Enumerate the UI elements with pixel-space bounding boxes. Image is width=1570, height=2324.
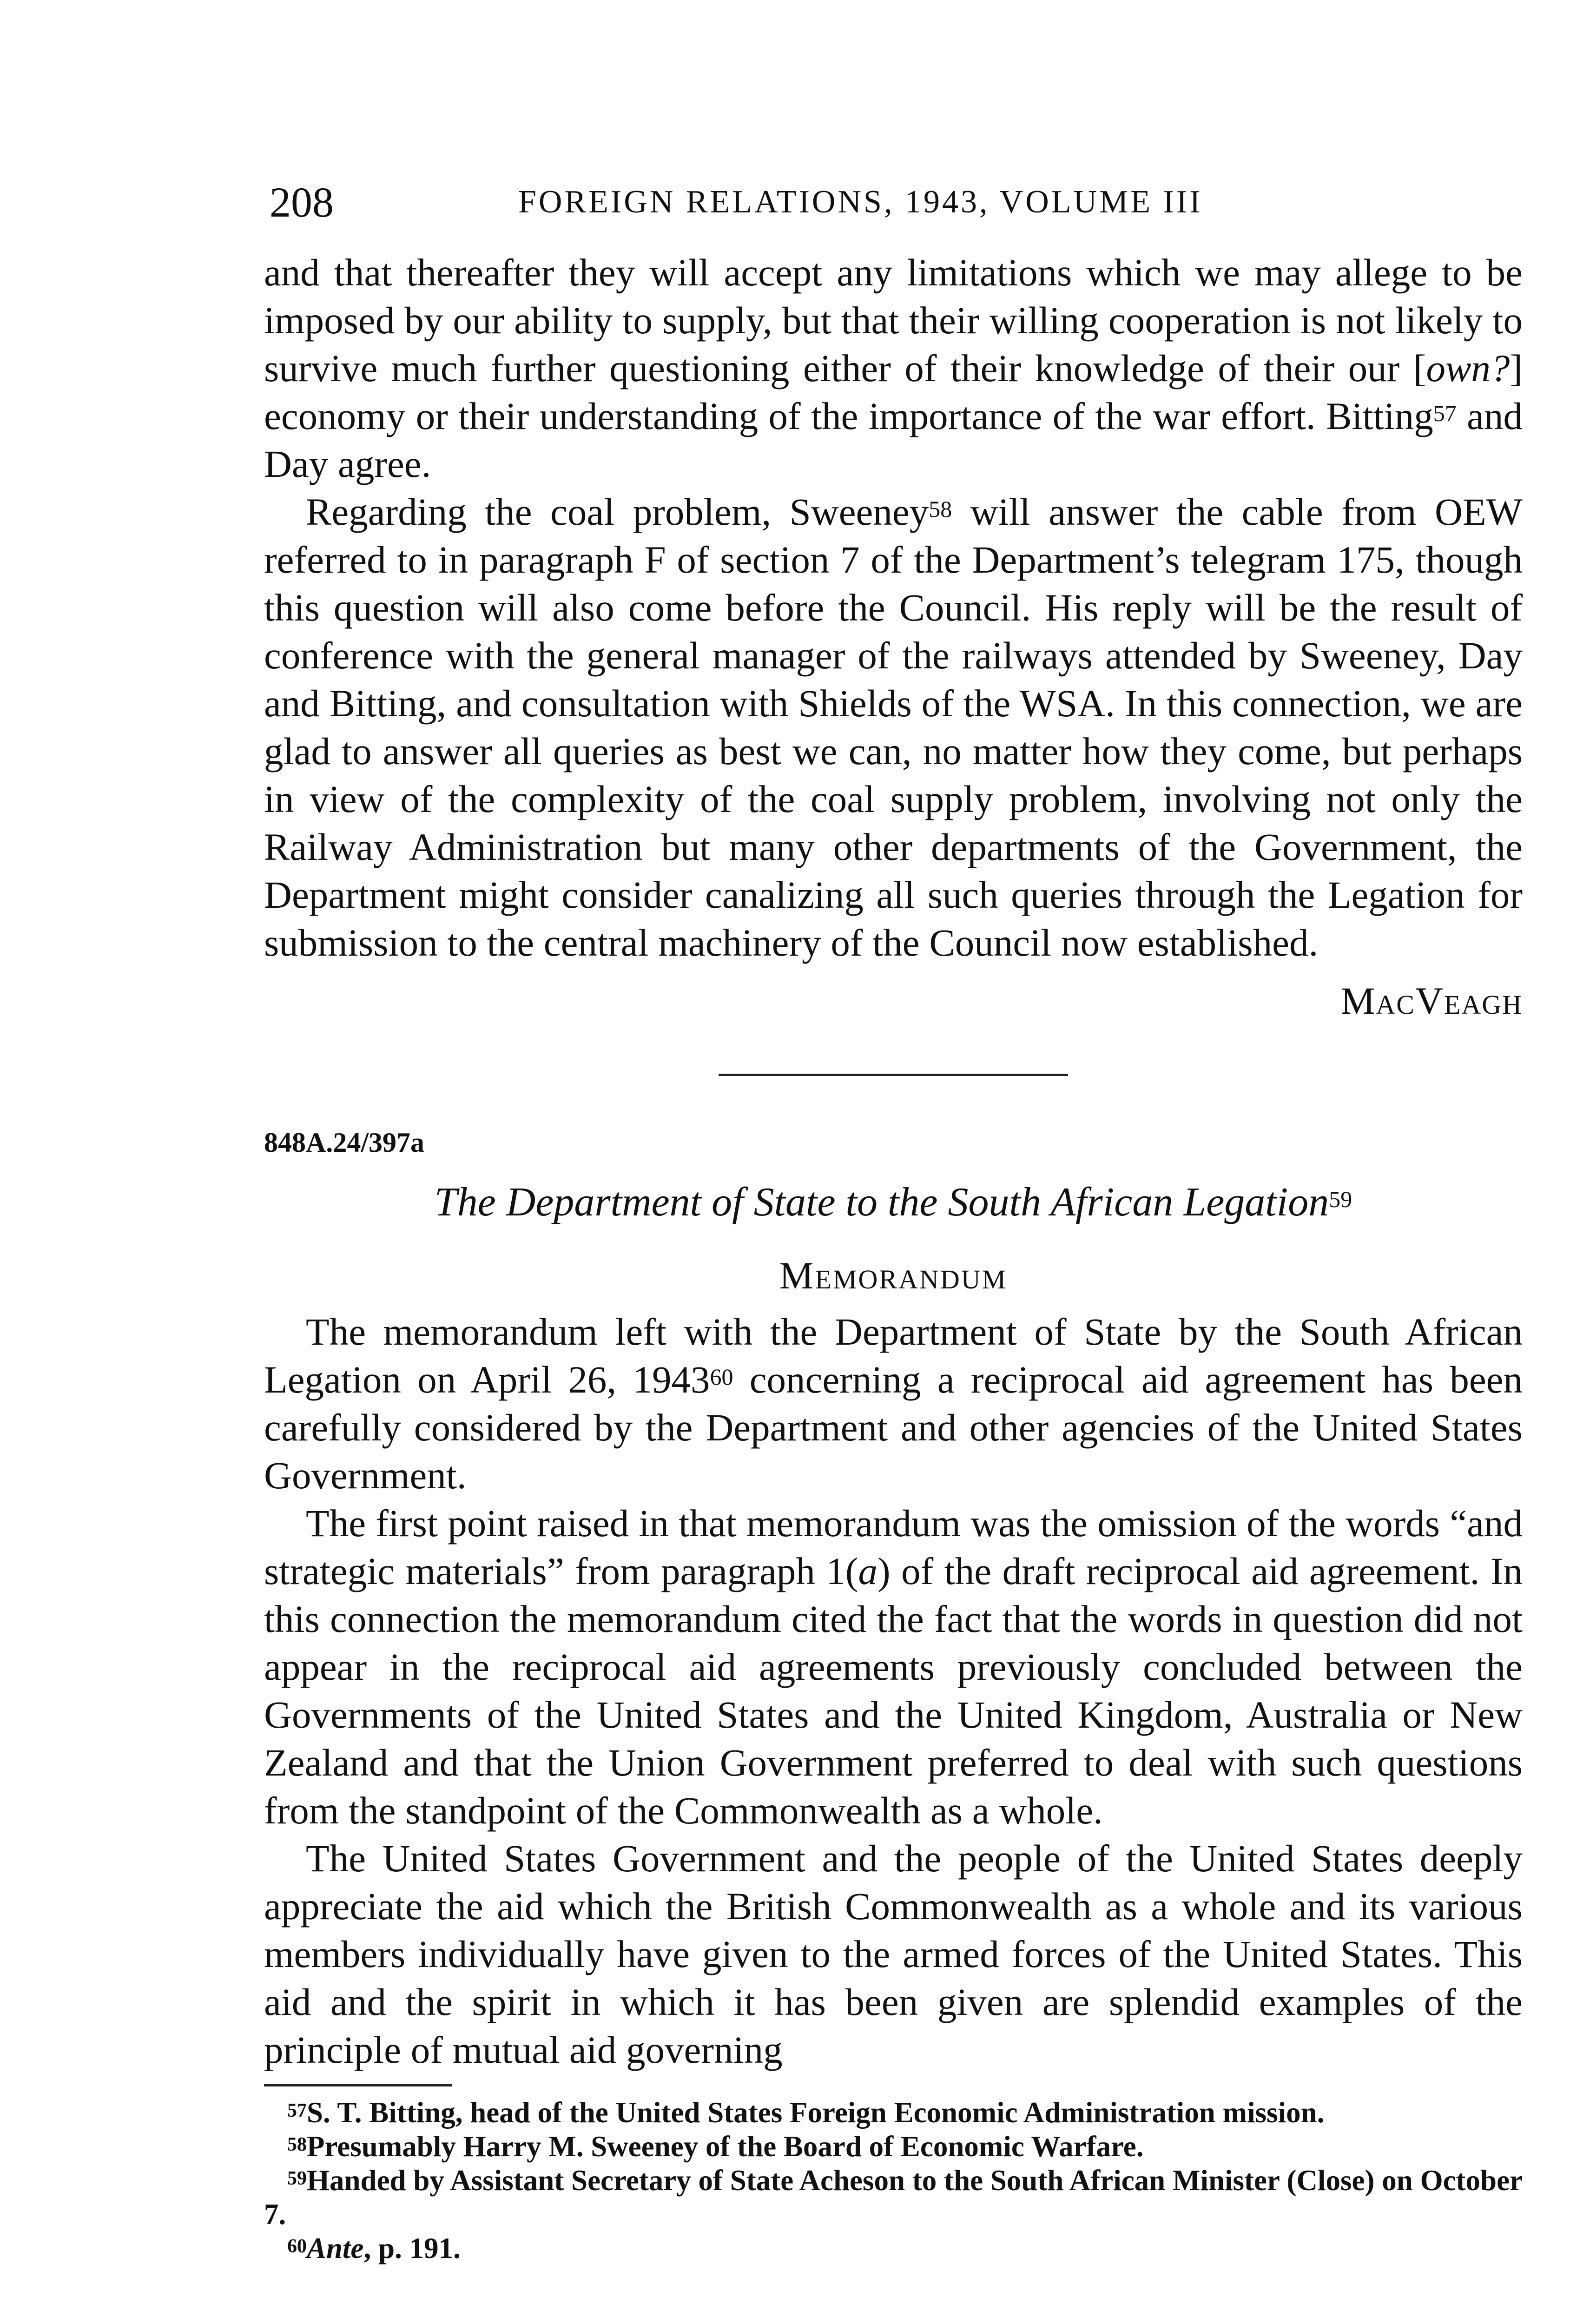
section-divider [719,1074,1068,1076]
italic-text: own? [1426,347,1510,390]
page-number: 208 [270,178,334,226]
document-title [264,1178,1523,1226]
footnotes [264,2096,1523,2265]
text-run: and that thereafter they will accept any limitations which we may allege to be imposed by our ability to supply, but that their willing cooperation is not likely to survive much further questioning either of their knowledge of their our [ [264,251,1523,390]
footnote-number: 59 [287,2168,307,2189]
footnote-59 [264,2164,1523,2232]
footnote-text: Handed by Assistant Secretary of State Acheson to the South African Minister (Close) on October 7. [264,2164,1523,2231]
page-header [270,174,1520,230]
file-number: 848A.24/397a [264,1127,424,1158]
text-run: The first point raised in that memorandum was the omission of the words “and strategic materials” from paragraph 1( [264,1502,1523,1592]
footnote-ref-57: 57 [1433,400,1457,426]
memo-paragraph-3: The United States Government and the people of the United States deeply appreciate the aid which the British Commonwealth as a whole and its various members individually have given to the armed forces of the United States. This aid and the spirit in which it has been given are splendid examples of the principle of mutual aid governing [264,1837,1523,2071]
footnote-text: S. T. Bitting, head of the United States Foreign Economic Administration mission. [307,2096,1325,2129]
text-run: ] economy or their understanding of the importance of the war effort. Bitting [264,347,1523,437]
memorandum-heading: Memorandum [779,1254,1008,1297]
footnote-ref-59: 59 [1329,1186,1352,1212]
footnote-57 [264,2096,1523,2130]
footnote-ref-58: 58 [929,496,952,522]
running-head: FOREIGN RELATIONS, 1943, VOLUME III [518,184,1203,220]
italic-text: Ante [307,2232,364,2265]
text-run: ) of the draft reciprocal aid agreement. In this connection the memorandum cited the fact that the words in question did not appear in the reciprocal aid agreements previously concluded between the Governments of the United States and the United Kingdom, Australia or New Zealand and that the Union Government preferred to deal with such questions from the standpoint of the Commonwealth as a whole. [264,1550,1523,1832]
footnote-number: 60 [287,2236,307,2257]
memo-paragraph-2 [264,1499,1523,1835]
text-run: The memorandum left with the Department of State by the South African Legation on April 26, 1943 [264,1310,1523,1401]
continuation-paragraph [264,249,1523,488]
footnote-text: , p. 191. [363,2232,461,2265]
title-text: The Department of State to the South African Legation [434,1180,1329,1225]
italic-text: a [858,1550,877,1592]
text-run: Regarding the coal problem, Sweeney [306,490,929,533]
page-body [264,249,1523,2265]
footnote-ref-60: 60 [710,1364,733,1390]
text-run: and Day agree. [264,395,1523,485]
footnote-58 [264,2130,1523,2164]
footnote-number: 58 [287,2134,307,2155]
footnote-text: Presumably Harry M. Sweeney of the Board of Economic Warfare. [307,2130,1144,2163]
footnote-number: 57 [287,2100,307,2121]
footnote-divider [264,2084,452,2086]
footnote-60 [264,2232,1523,2265]
text-run: will answer the cable from OEW referred to in paragraph F of section 7 of the Department’s telegram 175, though this question will also come before the Council. His reply will be the result of conference with the general manager of the railways attended by Sweeney, Day and Bitting, and consultation with Shields of the WSA. In this connection, we are glad to answer all queries as best we can, no matter how they come, but perhaps in view of the complexity of the coal supply problem, involving not only the Railway Administration but many other departments of the Government, the Department might consider canalizing all such queries through the Legation for submission to the central machinery of the Council now established. [264,490,1523,964]
memo-paragraph-1 [264,1308,1523,1499]
text-run: concerning a reciprocal aid agreement has been carefully considered by the Department and other agencies of the United States Government. [264,1358,1523,1497]
signature: MacVeagh [1340,979,1523,1022]
coal-paragraph [264,488,1523,967]
